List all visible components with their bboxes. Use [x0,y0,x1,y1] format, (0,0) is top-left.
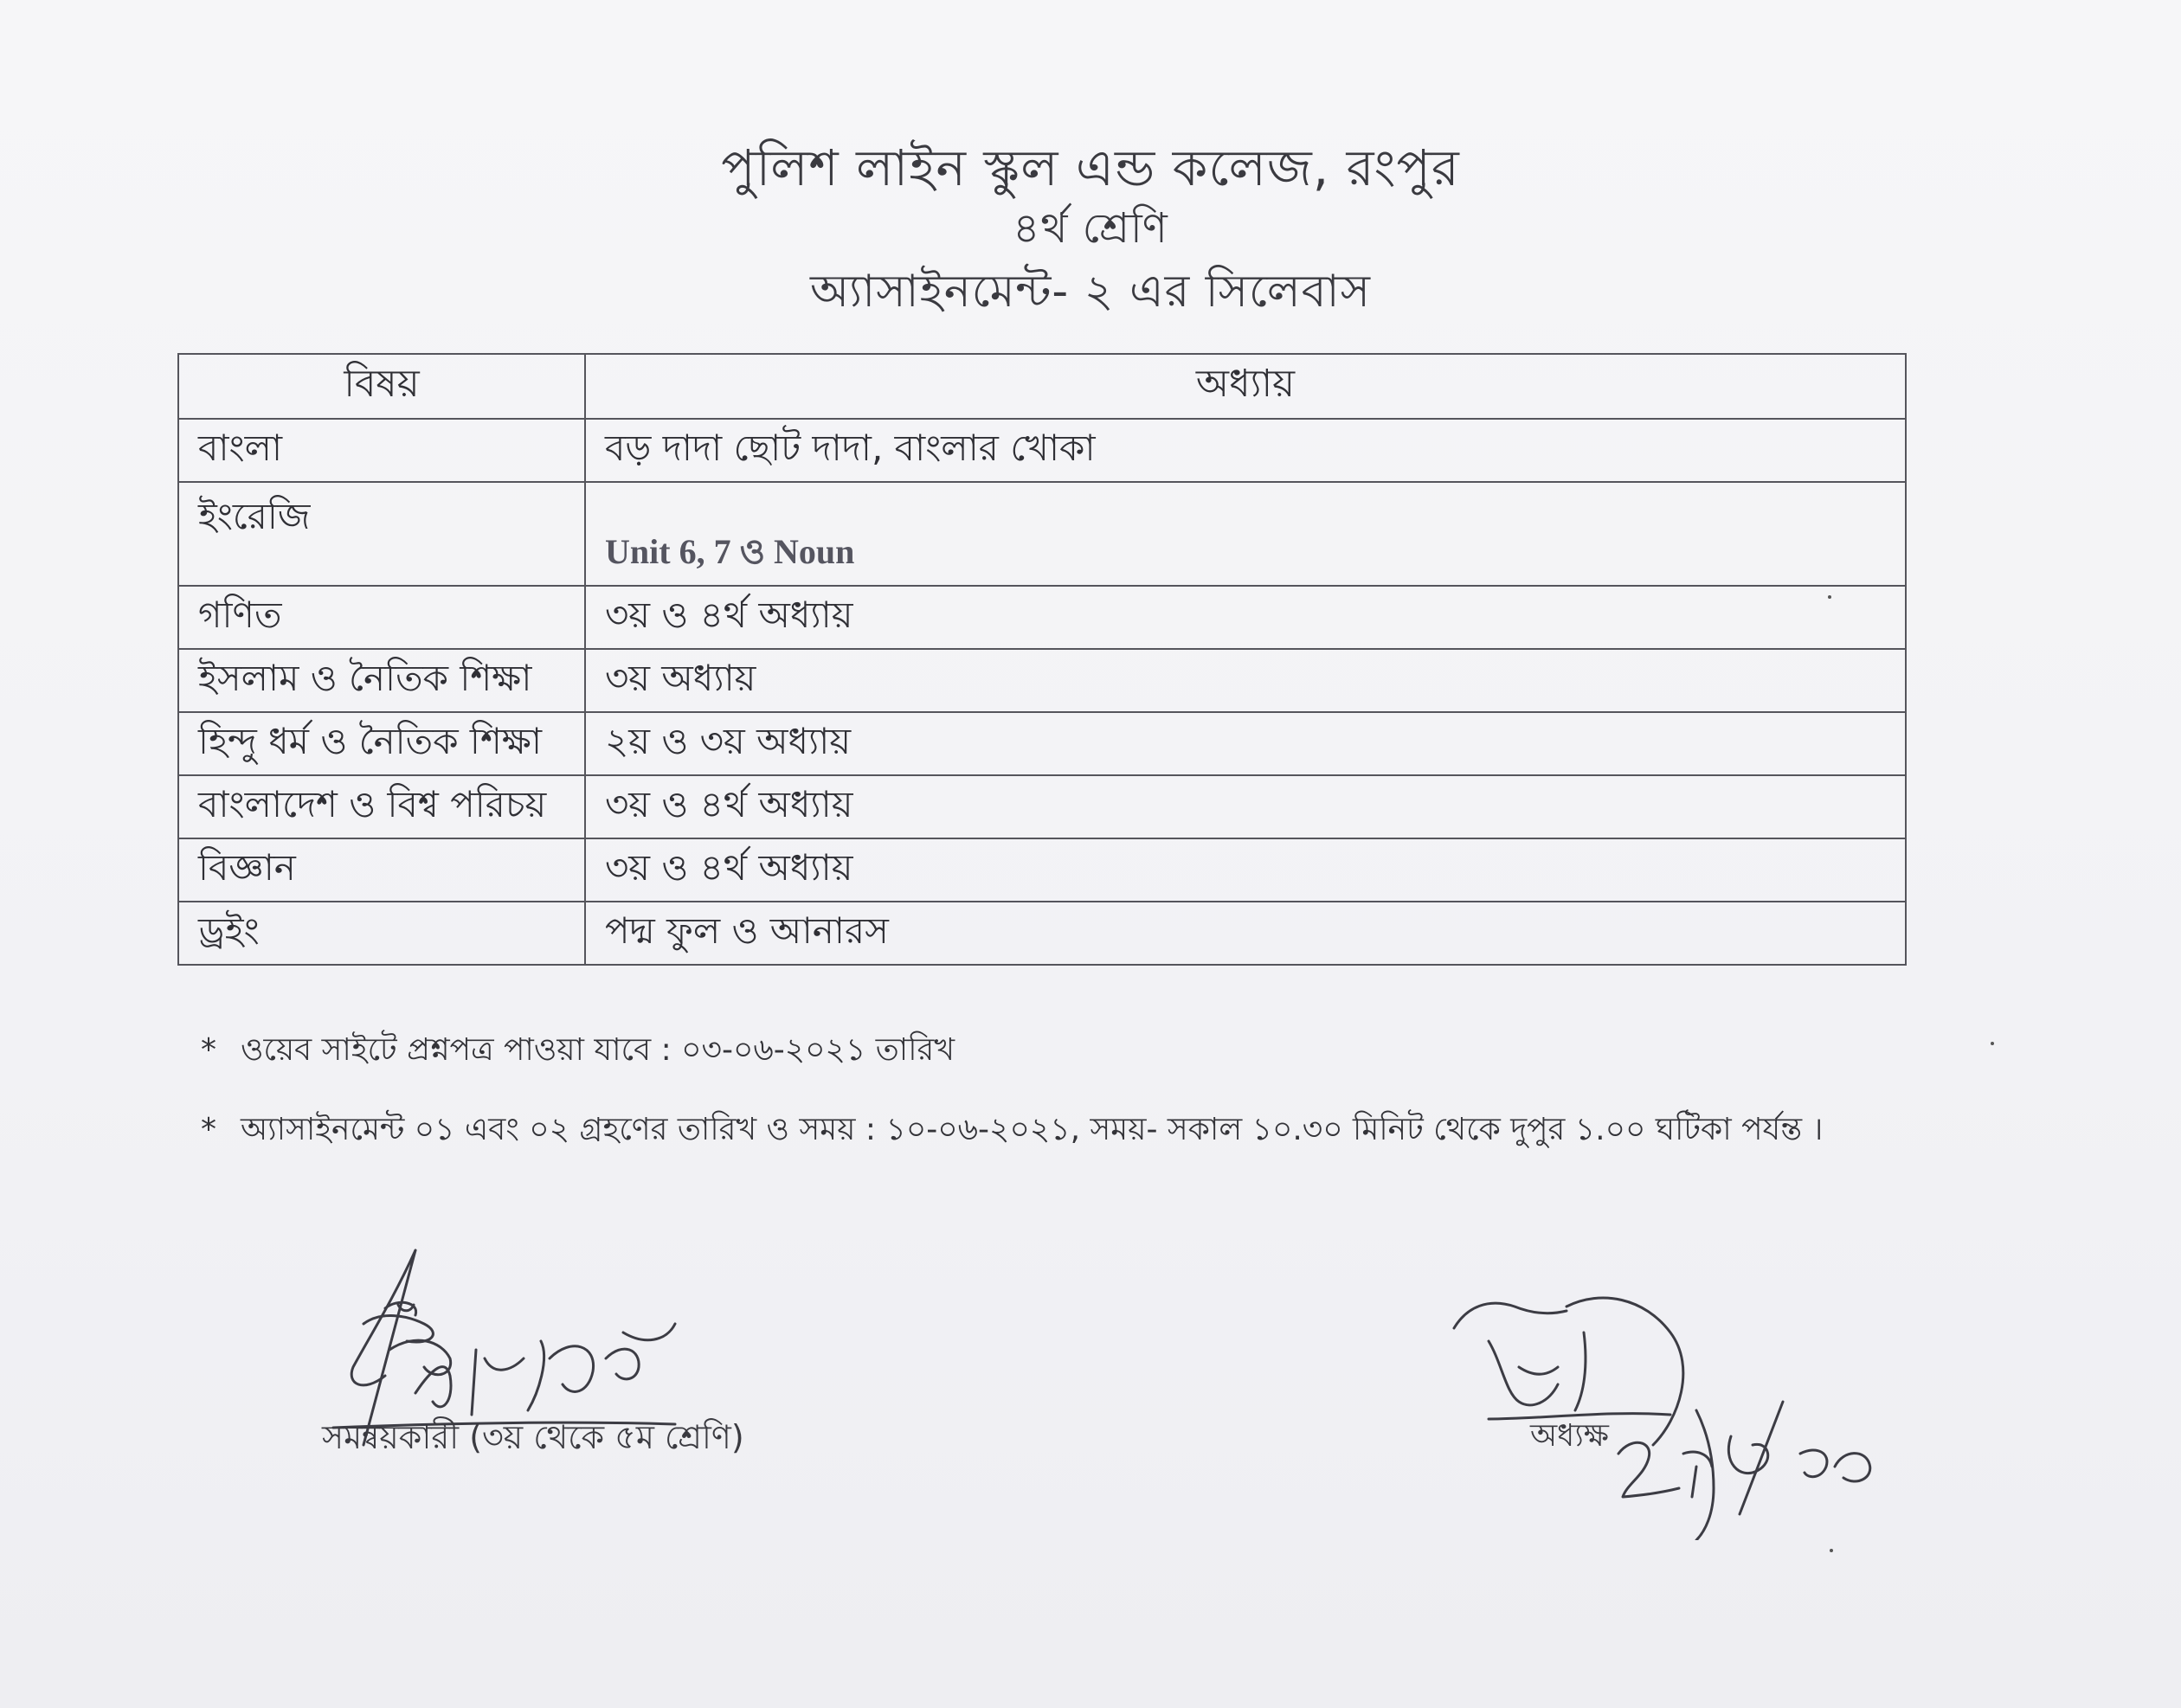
note-bullet: * [201,1112,216,1147]
syllabus-title: অ্যাসাইনমেন্ট- ২ এর সিলেবাস [810,266,1371,318]
subject-cell: ড্রইং [178,902,585,965]
subject-cell: গণিত [178,586,585,649]
note-bullet: * [201,1032,216,1068]
principal-signature [1437,1281,1921,1540]
speck [1991,1042,1994,1045]
table-row [178,586,1906,649]
chapter-column-header: অধ্যায় [585,354,1906,419]
class-label: ৪র্থ শ্রেণি [1013,204,1168,253]
subject-column-header: বিষয় [178,354,585,419]
table-row [178,712,1906,775]
table-row [178,649,1906,712]
syllabus-table [177,353,1907,966]
subject-cell: বাংলাদেশ ও বিশ্ব পরিচয় [178,775,585,838]
chapter-cell: ৩য় অধ্যায় [585,649,1906,712]
coordinator-label: সমন্বয়কারী (৩য় থেকে ৫ম শ্রেণি) [322,1418,744,1456]
speck [1828,595,1831,599]
table-header-row [178,354,1906,419]
note-text: অ্যাসাইনমেন্ট ০১ এবং ০২ গ্রহণের তারিখ ও সময় : ১০-০৬-২০২১, সময়- সকাল ১০.৩০ মিনিট থেকে দুপুর ১.০০ ঘটিকা পর্যন্ত । [241,1112,1824,1147]
chapter-cell: বড় দাদা ছোট দাদা, বাংলার খোকা [585,419,1906,482]
subject-cell: ইসলাম ও নৈতিক শিক্ষা [178,649,585,712]
table-row [178,419,1906,482]
subject-cell: হিন্দু ধর্ম ও নৈতিক শিক্ষা [178,712,585,775]
table-row [178,902,1906,965]
table-row [178,482,1906,586]
chapter-cell: ৩য় ও ৪র্থ অধ্যায় [585,586,1906,649]
subject-cell: বাংলা [178,419,585,482]
chapter-cell: পদ্ম ফুল ও আনারস [585,902,1906,965]
chapter-cell [585,482,1906,586]
chapter-cell: ২য় ও ৩য় অধ্যায় [585,712,1906,775]
english-chapter-text: Unit 6, 7 ও Noun [605,531,855,571]
note-text: ওয়েব সাইটে প্রশ্নপত্র পাওয়া যাবে : ০৩-০৬-২০২১ তারিখ [241,1032,955,1068]
subject-cell: বিজ্ঞান [178,838,585,902]
note-submission-schedule [201,1106,1823,1158]
chapter-cell: ৩য় ও ৪র্থ অধ্যায় [585,838,1906,902]
table-row [178,775,1906,838]
note-question-availability [201,1026,955,1078]
table-row [178,838,1906,902]
subject-cell: ইংরেজি [178,482,585,586]
speck [1830,1549,1833,1552]
principal-label: অধ্যক্ষ [1530,1418,1609,1454]
institution-name: পুলিশ লাইন স্কুল এন্ড কলেজ, রংপুর [721,138,1460,197]
chapter-cell: ৩য় ও ৪র্থ অধ্যায় [585,775,1906,838]
